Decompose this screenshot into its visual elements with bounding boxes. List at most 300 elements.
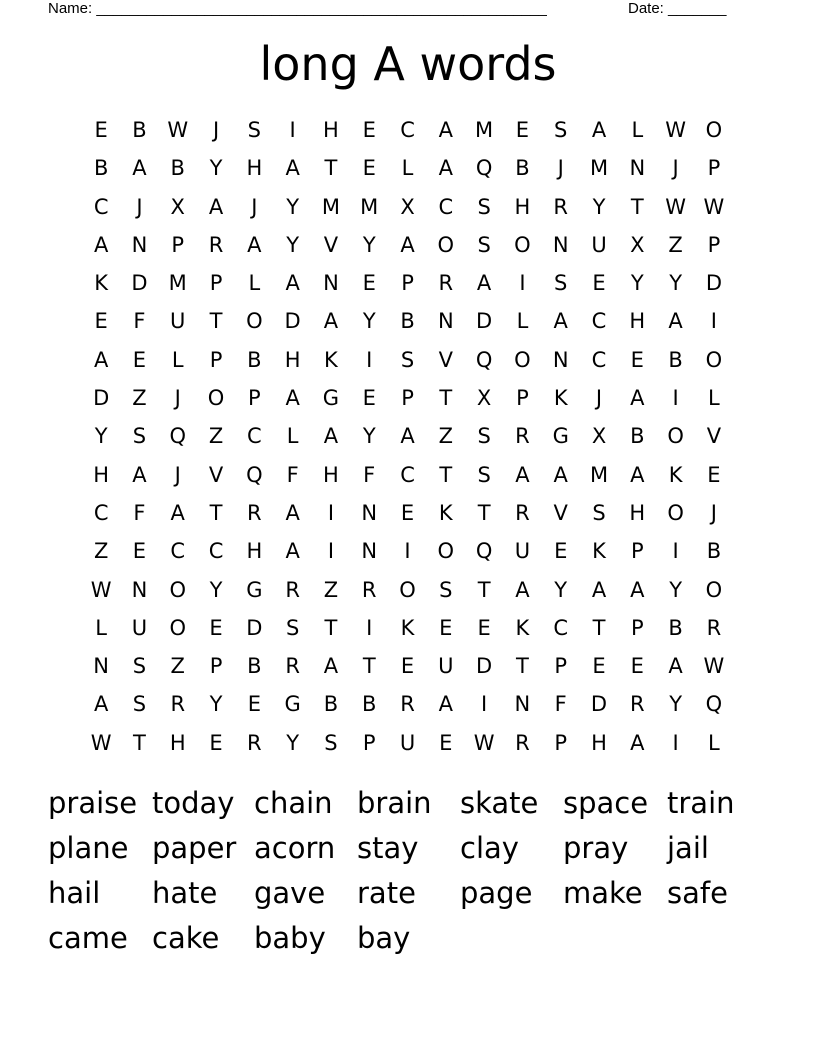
grid-letter[interactable]: O — [437, 539, 455, 564]
grid-letter[interactable]: D — [246, 615, 263, 640]
grid-letter[interactable]: P — [171, 232, 185, 257]
grid-letter[interactable]: T — [209, 500, 223, 525]
grid-letter[interactable]: R — [208, 232, 224, 257]
grid-letter[interactable]: H — [246, 156, 263, 181]
grid-row — [82, 724, 733, 762]
grid-letter[interactable]: O — [437, 232, 455, 257]
grid-letter[interactable]: E — [592, 654, 606, 679]
grid-letter[interactable]: T — [133, 730, 146, 755]
grid-letter[interactable]: B — [170, 156, 185, 181]
grid-letter[interactable]: P — [554, 730, 568, 755]
grid-letter[interactable]: K — [553, 386, 568, 411]
grid-letter[interactable]: D — [476, 309, 493, 334]
grid-letter[interactable]: W — [665, 118, 686, 142]
grid-letter[interactable]: I — [519, 271, 526, 296]
grid-letter[interactable]: W — [703, 194, 725, 219]
grid-letter[interactable]: R — [438, 271, 454, 296]
grid-letter[interactable]: J — [251, 194, 258, 219]
grid-letter[interactable]: K — [438, 500, 453, 525]
grid-letter[interactable]: L — [171, 347, 184, 372]
grid-letter[interactable]: A — [285, 156, 300, 181]
grid-letter[interactable]: B — [630, 424, 645, 449]
grid-letter[interactable]: P — [554, 654, 568, 679]
grid-letter[interactable]: A — [630, 730, 645, 755]
grid-letter[interactable]: T — [439, 386, 453, 411]
grid-letter[interactable]: R — [515, 424, 530, 449]
grid-letter[interactable]: E — [707, 462, 721, 487]
grid-letter[interactable]: G — [246, 577, 263, 602]
grid-letter[interactable]: A — [285, 539, 300, 564]
grid-letter[interactable]: P — [362, 730, 376, 755]
grid-letter[interactable]: S — [477, 424, 491, 449]
grid-letter[interactable]: D — [476, 654, 493, 679]
grid-letter[interactable]: E — [362, 118, 376, 142]
grid-row — [82, 111, 733, 149]
grid-letter[interactable]: A — [630, 462, 645, 487]
grid-letter[interactable]: O — [169, 615, 186, 640]
grid-letter[interactable]: I — [327, 500, 335, 525]
grid-letter[interactable]: K — [94, 271, 109, 296]
grid-letter[interactable]: Y — [94, 424, 108, 449]
grid-letter[interactable]: B — [515, 156, 530, 181]
grid-letter[interactable]: L — [248, 271, 261, 296]
grid-letter[interactable]: Z — [93, 539, 109, 564]
grid-letter[interactable]: A — [170, 500, 185, 525]
grid-letter[interactable]: A — [323, 424, 339, 449]
grid-letter[interactable]: E — [209, 730, 223, 755]
grid-letter[interactable]: A — [323, 654, 339, 679]
grid-letter[interactable]: P — [401, 271, 414, 296]
grid-letter[interactable]: E — [630, 347, 644, 372]
grid-letter[interactable]: C — [247, 424, 262, 449]
grid-letter[interactable]: P — [707, 156, 721, 181]
grid-letter[interactable]: I — [672, 730, 679, 755]
grid-letter[interactable]: S — [285, 615, 300, 640]
grid-letter[interactable]: E — [94, 309, 108, 334]
date-field[interactable]: Date: _______ — [628, 0, 727, 17]
grid-letter[interactable]: N — [552, 347, 569, 372]
grid-letter[interactable]: I — [327, 539, 335, 564]
grid-letter[interactable]: S — [324, 730, 338, 755]
grid-letter[interactable]: A — [553, 309, 568, 334]
grid-letter[interactable]: K — [324, 347, 338, 372]
grid-letter[interactable]: C — [93, 194, 109, 219]
grid-letter[interactable]: R — [400, 692, 415, 717]
grid-letter[interactable]: P — [209, 271, 223, 296]
grid-letter[interactable]: B — [668, 347, 683, 372]
grid-letter[interactable]: Q — [246, 462, 263, 487]
grid-letter[interactable]: E — [630, 654, 644, 679]
grid-letter[interactable]: R — [553, 194, 568, 219]
grid-letter[interactable]: Y — [669, 577, 683, 602]
grid-letter[interactable]: N — [629, 156, 646, 181]
grid-letter[interactable]: E — [515, 118, 530, 142]
grid-letter[interactable]: E — [439, 615, 453, 640]
grid-letter[interactable]: C — [553, 615, 569, 640]
grid-letter[interactable]: X — [400, 194, 415, 219]
grid-letter[interactable]: I — [710, 309, 717, 334]
grid-letter[interactable]: G — [284, 692, 301, 717]
grid-letter[interactable]: H — [629, 500, 646, 525]
grid-letter[interactable]: O — [246, 309, 263, 334]
grid-letter[interactable]: S — [439, 577, 453, 602]
grid-letter[interactable]: C — [591, 347, 607, 372]
grid-letter[interactable]: V — [553, 500, 568, 525]
grid-letter[interactable]: F — [363, 462, 376, 487]
grid-letter[interactable]: E — [400, 500, 415, 525]
grid-letter[interactable]: M — [360, 194, 379, 219]
grid-letter[interactable]: T — [592, 615, 606, 640]
grid-letter[interactable]: N — [552, 232, 569, 257]
grid-letter[interactable]: X — [170, 194, 185, 219]
grid-letter[interactable]: T — [439, 462, 453, 487]
grid-letter[interactable]: B — [323, 692, 339, 717]
grid-row — [82, 188, 733, 226]
grid-letter[interactable]: M — [589, 462, 609, 487]
grid-letter[interactable]: M — [475, 118, 494, 142]
grid-letter[interactable]: O — [514, 232, 531, 257]
grid-letter[interactable]: C — [400, 462, 415, 487]
grid-row — [82, 609, 733, 647]
grid-letter[interactable]: Q — [475, 156, 493, 181]
grid-letter[interactable]: W — [90, 730, 112, 755]
grid-letter[interactable]: R — [285, 654, 300, 679]
grid-letter[interactable]: P — [248, 386, 261, 411]
grid-letter[interactable]: T — [630, 194, 644, 219]
grid-letter[interactable]: M — [168, 271, 187, 296]
grid-letter[interactable]: L — [708, 730, 720, 755]
grid-letter[interactable]: Y — [669, 692, 683, 717]
grid-letter[interactable]: T — [362, 654, 376, 679]
grid-letter[interactable]: X — [630, 232, 645, 257]
grid-letter[interactable]: Y — [362, 309, 376, 334]
grid-letter[interactable]: A — [591, 118, 607, 142]
grid-letter[interactable]: V — [706, 424, 722, 449]
grid-letter[interactable]: Y — [362, 232, 376, 257]
word-bank-row — [48, 782, 768, 827]
grid-letter[interactable]: O — [399, 577, 416, 602]
grid-letter[interactable]: R — [361, 577, 377, 602]
grid-letter[interactable]: F — [133, 309, 146, 334]
grid-letter[interactable]: G — [552, 424, 569, 449]
grid-letter[interactable]: Y — [554, 577, 568, 602]
grid-row — [82, 149, 733, 187]
grid-letter[interactable]: A — [630, 386, 645, 411]
grid-letter[interactable]: S — [132, 692, 147, 717]
grid-letter[interactable]: E — [132, 347, 147, 372]
grid-letter[interactable]: P — [401, 386, 414, 411]
grid-letter[interactable]: P — [209, 347, 223, 372]
grid-letter[interactable]: T — [324, 615, 338, 640]
grid-letter[interactable]: K — [668, 462, 683, 487]
grid-letter[interactable]: V — [438, 347, 453, 372]
grid-letter[interactable]: C — [93, 500, 109, 525]
grid-letter[interactable]: K — [515, 615, 530, 640]
grid-letter[interactable]: N — [514, 692, 531, 717]
grid-letter[interactable]: C — [591, 309, 607, 334]
grid-letter[interactable]: Q — [475, 347, 493, 372]
grid-letter[interactable]: S — [477, 462, 491, 487]
grid-letter[interactable]: I — [366, 347, 373, 372]
grid-letter[interactable]: E — [247, 692, 261, 717]
grid-letter[interactable]: S — [554, 118, 568, 142]
grid-letter[interactable]: U — [170, 309, 186, 334]
grid-letter[interactable]: J — [710, 500, 717, 525]
grid-letter[interactable]: S — [592, 500, 606, 525]
grid-letter[interactable]: Q — [705, 692, 723, 717]
grid-letter[interactable]: H — [284, 347, 301, 372]
grid-letter[interactable]: A — [285, 500, 300, 525]
grid-letter[interactable]: S — [132, 654, 147, 679]
grid-letter[interactable]: F — [554, 692, 567, 717]
grid-letter[interactable]: J — [557, 156, 564, 181]
grid-letter[interactable]: A — [668, 654, 683, 679]
grid-letter[interactable]: J — [174, 462, 181, 487]
grid-letter[interactable]: O — [667, 424, 684, 449]
grid-letter[interactable]: P — [707, 232, 721, 257]
grid-letter[interactable]: J — [174, 386, 181, 411]
grid-letter[interactable]: I — [366, 615, 373, 640]
grid-letter[interactable]: A — [93, 347, 109, 372]
grid-letter[interactable]: A — [132, 462, 147, 487]
grid-letter[interactable]: W — [665, 194, 686, 219]
grid-letter[interactable]: N — [131, 232, 148, 257]
grid-letter[interactable]: H — [514, 194, 531, 219]
grid-letter[interactable]: A — [400, 232, 415, 257]
grid-letter[interactable]: N — [361, 500, 378, 525]
word-bank-item: make — [563, 876, 643, 910]
grid-letter[interactable]: T — [477, 500, 491, 525]
grid-letter[interactable]: O — [705, 577, 723, 602]
grid-letter[interactable]: S — [247, 118, 261, 142]
name-field[interactable]: Name: ______________________________________________________ — [48, 0, 547, 17]
grid-letter[interactable]: Y — [630, 271, 644, 296]
grid-letter[interactable]: W — [703, 654, 725, 679]
grid-letter[interactable]: A — [630, 577, 645, 602]
grid-letter[interactable]: E — [400, 654, 415, 679]
grid-letter[interactable]: Y — [362, 424, 376, 449]
grid-letter[interactable]: V — [323, 232, 339, 257]
grid-letter[interactable]: B — [706, 539, 722, 564]
grid-letter[interactable]: D — [93, 386, 110, 411]
grid-letter[interactable]: P — [630, 539, 644, 564]
grid-letter[interactable]: A — [438, 692, 453, 717]
grid-letter[interactable]: E — [94, 118, 108, 142]
grid-letter[interactable]: M — [589, 156, 609, 181]
grid-letter[interactable]: K — [592, 539, 606, 564]
grid-letter[interactable]: Z — [170, 654, 185, 679]
grid-letter[interactable]: R — [170, 692, 186, 717]
grid-letter[interactable]: Z — [323, 577, 339, 602]
grid-letter[interactable]: A — [247, 232, 262, 257]
grid-letter[interactable]: C — [400, 118, 415, 142]
grid-letter[interactable]: B — [668, 615, 683, 640]
grid-letter[interactable]: L — [516, 309, 529, 334]
grid-letter[interactable]: Y — [209, 156, 223, 181]
grid-letter[interactable]: E — [209, 615, 223, 640]
grid-letter[interactable]: H — [246, 539, 263, 564]
grid-letter[interactable]: B — [362, 692, 377, 717]
grid-letter[interactable]: Z — [438, 424, 454, 449]
grid-letter[interactable]: X — [476, 386, 492, 411]
grid-letter[interactable]: X — [591, 424, 607, 449]
grid-letter[interactable]: Z — [132, 386, 147, 411]
grid-letter[interactable]: O — [514, 347, 531, 372]
grid-letter[interactable]: G — [322, 386, 340, 411]
word-bank-item: today — [152, 786, 235, 820]
grid-letter[interactable]: R — [706, 615, 722, 640]
grid-letter[interactable]: J — [136, 194, 143, 219]
grid-letter[interactable]: A — [132, 156, 147, 181]
grid-letter[interactable]: P — [630, 615, 644, 640]
grid-letter[interactable]: A — [400, 424, 415, 449]
grid-letter[interactable]: U — [131, 615, 148, 640]
grid-letter[interactable]: A — [93, 232, 109, 257]
grid-letter[interactable]: S — [400, 347, 415, 372]
grid-letter[interactable]: A — [476, 271, 492, 296]
grid-letter[interactable]: Q — [169, 424, 186, 449]
grid-letter[interactable]: V — [208, 462, 224, 487]
grid-letter[interactable]: N — [131, 577, 148, 602]
grid-letter[interactable]: K — [400, 615, 415, 640]
grid-letter[interactable]: S — [554, 271, 568, 296]
grid-letter[interactable]: A — [208, 194, 224, 219]
grid-letter[interactable]: H — [323, 462, 339, 487]
grid-letter[interactable]: R — [247, 500, 262, 525]
grid-letter[interactable]: C — [170, 539, 186, 564]
grid-letter[interactable]: O — [705, 347, 723, 372]
grid-letter[interactable]: P — [516, 386, 529, 411]
grid-letter[interactable]: A — [553, 462, 568, 487]
grid-letter[interactable]: T — [209, 309, 223, 334]
grid-letter[interactable]: I — [672, 386, 679, 411]
grid-letter[interactable]: J — [672, 156, 679, 181]
grid-letter[interactable]: R — [285, 577, 300, 602]
grid-letter[interactable]: J — [212, 118, 220, 142]
grid-letter[interactable]: A — [93, 692, 109, 717]
grid-letter[interactable]: S — [477, 194, 491, 219]
grid-letter[interactable]: Y — [209, 692, 223, 717]
grid-letter[interactable]: A — [591, 577, 607, 602]
grid-letter[interactable]: S — [132, 424, 147, 449]
grid-letter[interactable]: N — [323, 271, 339, 296]
grid-letter[interactable]: S — [477, 232, 491, 257]
grid-letter[interactable]: P — [209, 654, 223, 679]
grid-letter[interactable]: L — [708, 386, 720, 411]
grid-letter[interactable]: N — [93, 654, 109, 679]
grid-letter[interactable]: U — [514, 539, 531, 564]
grid-letter[interactable]: I — [481, 692, 488, 717]
grid-letter[interactable]: O — [169, 577, 186, 602]
grid-letter[interactable]: B — [400, 309, 415, 334]
grid-letter[interactable]: D — [131, 271, 148, 296]
grid-letter[interactable]: A — [323, 309, 339, 334]
grid-letter[interactable]: U — [591, 232, 607, 257]
grid-letter[interactable]: Y — [209, 577, 223, 602]
grid-letter[interactable]: L — [95, 615, 107, 640]
grid-letter[interactable]: A — [438, 156, 453, 181]
grid-letter[interactable]: W — [473, 730, 495, 755]
grid-letter[interactable]: A — [285, 271, 300, 296]
grid-letter[interactable]: F — [286, 462, 299, 487]
grid-letter[interactable]: Y — [669, 271, 683, 296]
grid-letter[interactable]: E — [362, 156, 376, 181]
grid-letter[interactable]: T — [516, 654, 529, 679]
grid-letter[interactable]: E — [132, 539, 147, 564]
grid-letter[interactable]: M — [321, 194, 340, 219]
grid-letter[interactable]: Y — [592, 194, 606, 219]
grid-letter[interactable]: B — [93, 156, 109, 181]
grid-letter[interactable]: E — [592, 271, 606, 296]
grid-letter[interactable]: Z — [668, 232, 683, 257]
grid-letter[interactable]: R — [515, 500, 530, 525]
grid-letter[interactable]: D — [284, 309, 301, 334]
grid-letter[interactable]: R — [630, 692, 645, 717]
grid-letter[interactable]: C — [208, 539, 224, 564]
grid-letter[interactable]: D — [590, 692, 608, 717]
grid-letter[interactable]: I — [404, 539, 411, 564]
grid-letter[interactable]: B — [132, 118, 147, 142]
grid-letter[interactable]: L — [401, 156, 414, 181]
grid-letter[interactable]: A — [668, 309, 683, 334]
grid-letter[interactable]: A — [515, 462, 530, 487]
grid-letter[interactable]: Y — [286, 232, 300, 257]
grid-letter[interactable]: H — [93, 462, 110, 487]
grid-letter[interactable]: W — [167, 118, 189, 142]
grid-letter[interactable]: Y — [286, 194, 300, 219]
grid-row — [82, 494, 733, 532]
grid-letter[interactable]: R — [247, 730, 262, 755]
grid-letter[interactable]: H — [591, 730, 607, 755]
grid-letter[interactable]: A — [285, 386, 300, 411]
grid-letter[interactable]: T — [324, 156, 338, 181]
grid-letter[interactable]: R — [515, 730, 530, 755]
grid-letter[interactable]: T — [477, 577, 491, 602]
grid-letter[interactable]: O — [705, 118, 723, 142]
grid-letter[interactable]: A — [438, 118, 453, 142]
grid-letter[interactable]: B — [247, 347, 262, 372]
grid-letter[interactable]: Q — [475, 539, 493, 564]
grid-letter[interactable]: H — [323, 118, 339, 142]
grid-letter[interactable]: Y — [286, 730, 300, 755]
grid-letter[interactable]: D — [705, 271, 722, 296]
grid-letter[interactable]: Z — [208, 424, 224, 449]
grid-letter[interactable]: J — [595, 386, 603, 411]
grid-letter[interactable]: W — [90, 577, 112, 602]
grid-letter[interactable]: C — [438, 194, 454, 219]
grid-letter[interactable]: A — [515, 577, 530, 602]
grid-letter[interactable]: L — [286, 424, 299, 449]
grid-letter[interactable]: E — [362, 386, 376, 411]
grid-letter[interactable]: O — [207, 386, 225, 411]
grid-letter[interactable]: L — [631, 118, 644, 142]
grid-letter[interactable]: E — [362, 271, 376, 296]
grid-letter[interactable]: U — [438, 654, 454, 679]
grid-letter[interactable]: F — [133, 500, 146, 525]
grid-letter[interactable]: B — [247, 654, 262, 679]
grid-letter[interactable]: N — [361, 539, 378, 564]
grid-letter[interactable]: N — [437, 309, 454, 334]
grid-letter[interactable]: H — [629, 309, 646, 334]
grid-letter[interactable]: H — [169, 730, 186, 755]
grid-letter[interactable]: E — [439, 730, 453, 755]
grid-letter[interactable]: E — [477, 615, 491, 640]
grid-letter[interactable]: E — [554, 539, 568, 564]
grid-letter[interactable]: U — [399, 730, 416, 755]
grid-letter[interactable]: I — [672, 539, 679, 564]
grid-letter[interactable]: I — [289, 118, 296, 142]
grid-letter[interactable]: O — [667, 500, 684, 525]
